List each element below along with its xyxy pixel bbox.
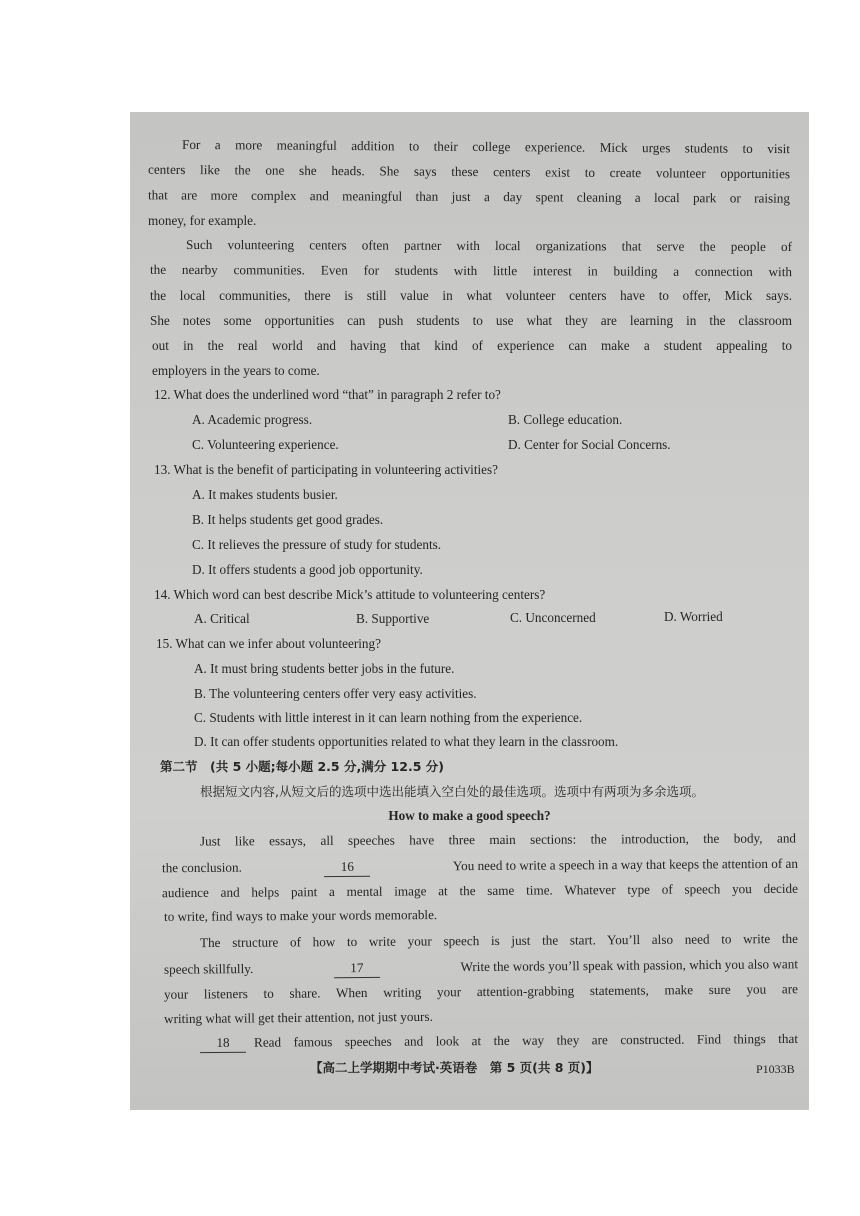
passage-text: Write the words you’ll speak with passion, which you also want bbox=[460, 956, 799, 975]
passage-line: the nearby communities. Even for students with little interest in building a connection with bbox=[149, 261, 793, 280]
option-d: D. Worried bbox=[664, 609, 723, 624]
page-footer: 【高二上学期期中考试·英语卷 第 5 页(共 8 页)】 bbox=[310, 1060, 599, 1075]
passage-line-17 bbox=[164, 955, 798, 980]
passage-line: employers in the years to come. bbox=[152, 363, 320, 378]
option-c: C. It relieves the pressure of study for students. bbox=[192, 537, 442, 552]
passage-line: to write, find ways to make your words memorable. bbox=[163, 907, 438, 924]
passage-text: You need to write a speech in a way that keeps the attention of an bbox=[452, 855, 799, 874]
option-b: B. College education. bbox=[508, 412, 623, 427]
option-d: D. It offers students a good job opportunity. bbox=[192, 562, 423, 577]
option-c: C. Unconcerned bbox=[510, 610, 596, 625]
passage-line: your listeners to share. When writing your attention-grabbing statements, make sure you are bbox=[163, 981, 799, 1002]
option-c: C. Students with little interest in it can learn nothing from the experience. bbox=[194, 710, 583, 725]
exam-page bbox=[130, 112, 809, 1110]
passage-text: the conclusion. bbox=[161, 859, 242, 876]
passage-line-18 bbox=[200, 1030, 798, 1053]
passage-line: out in the real world and having that kind of experience can make a student appealing to bbox=[152, 338, 792, 353]
question-stem: 15. What can we infer about volunteering? bbox=[156, 636, 381, 651]
passage-line: The structure of how to write your speech is just the start. You’ll also need to write the bbox=[199, 930, 799, 951]
passage-line: the local communities, there is still value in what volunteer centers have to offer, Mick says. bbox=[150, 288, 792, 303]
option-a: A. Critical bbox=[194, 611, 250, 626]
passage-line: She notes some opportunities can push students to use what they are learning in the classroom bbox=[150, 313, 792, 328]
passage-line: Such volunteering centers often partner with local organizations that serve the people of bbox=[185, 236, 793, 255]
option-a: A. It makes students busier. bbox=[192, 487, 338, 502]
passage-line: audience and helps paint a mental image at the same time. Whatever type of speech you decide bbox=[161, 880, 799, 901]
section-header: 第二节 (共 5 小题;每小题 2.5 分,满分 12.5 分) bbox=[160, 759, 444, 774]
passage-line: money, for example. bbox=[148, 213, 257, 228]
option-b: B. It helps students get good grades. bbox=[192, 512, 384, 527]
passage-line: For a more meaningful addition to their college experience. Mick urges students to visit bbox=[181, 136, 791, 157]
passage-line: Just like essays, all speeches have three main sections: the introduction, the body, and bbox=[199, 830, 797, 849]
passage-line: writing what will get their attention, not just yours. bbox=[163, 1008, 433, 1027]
passage-title: How to make a good speech? bbox=[388, 808, 551, 823]
option-a: A. It must bring students better jobs in the future. bbox=[194, 661, 455, 676]
option-a: A. Academic progress. bbox=[192, 412, 313, 427]
blank-17: 17 bbox=[334, 959, 380, 978]
question-stem: 14. Which word can best describe Mick’s attitude to volunteering centers? bbox=[154, 587, 546, 602]
option-d: D. Center for Social Concerns. bbox=[508, 437, 671, 452]
option-d: D. It can offer students opportunities related to what they learn in the classroom. bbox=[194, 734, 619, 749]
section-instruction: 根据短文内容,从短文后的选项中选出能填入空白处的最佳选项。选项中有两项为多余选项。 bbox=[200, 784, 704, 799]
question-stem: 12. What does the underlined word “that” in paragraph 2 refer to? bbox=[154, 387, 501, 402]
blank-18: 18 bbox=[200, 1034, 246, 1053]
option-c: C. Volunteering experience. bbox=[192, 437, 339, 452]
passage-text: speech skillfully. bbox=[163, 960, 254, 977]
option-b: B. Supportive bbox=[356, 611, 430, 626]
question-stem: 13. What is the benefit of participating in volunteering activities? bbox=[154, 462, 498, 477]
passage-line: centers like the one she heads. She says these centers exist to create volunteer opportunities bbox=[147, 161, 791, 182]
passage-line-16 bbox=[162, 855, 798, 878]
passage-text: Read famous speeches and look at the way they are constructed. Find things that bbox=[253, 1030, 799, 1050]
passage-line: that are more complex and meaningful than just a day spent cleaning a local park or raising bbox=[147, 187, 791, 206]
option-b: B. The volunteering centers offer very easy activities. bbox=[194, 686, 477, 701]
blank-16: 16 bbox=[324, 858, 370, 877]
paper-code: P1033B bbox=[756, 1062, 795, 1076]
